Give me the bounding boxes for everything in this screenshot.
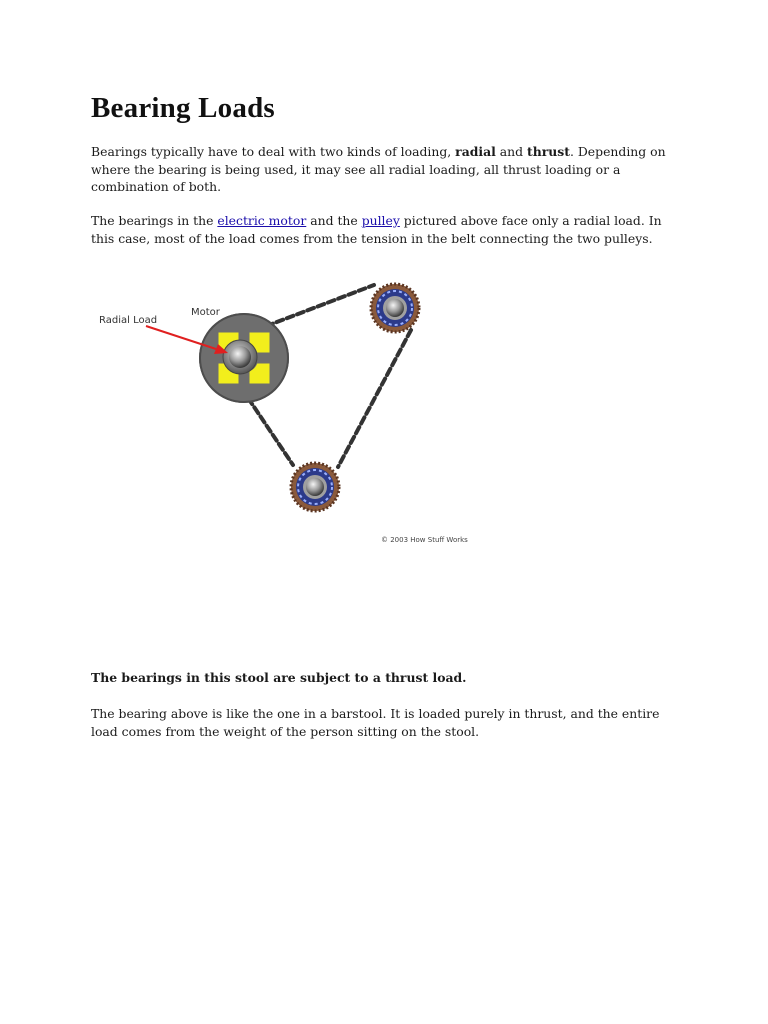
pulley-top: [371, 284, 419, 332]
intro-text-1: Bearings typically have to deal with two kinds of loading,: [91, 144, 456, 159]
radial-load-diagram: [88, 275, 478, 550]
radial-term: radial: [455, 144, 496, 159]
intro-text-3: . Depending on where the bearing is being used, it may see all radial loading, all thrust loading or a combination of both.: [91, 144, 666, 194]
radial-load-figure: [88, 275, 478, 550]
pulley-bottom: [291, 463, 339, 511]
motor: [199, 313, 289, 403]
intro-paragraph: [91, 143, 681, 196]
figure-credit: © 2003 How Stuff Works: [381, 536, 468, 544]
pulley-link[interactable]: pulley: [361, 213, 400, 228]
intro-text-2: and: [495, 144, 528, 159]
electric-motor-link[interactable]: electric motor: [217, 213, 307, 228]
radial-text-1: The bearings in the: [91, 213, 218, 228]
thrust-term: thrust: [527, 144, 570, 159]
radial-text-2: and the: [306, 213, 362, 228]
motor-label: Motor: [191, 307, 220, 318]
radial-text-3: pictured above face only a radial load. In this case, most of the load comes from the tension in the belt connecting the two pulleys.: [91, 213, 662, 246]
thrust-caption: The bearings in this stool are subject to a thrust load.: [91, 670, 467, 685]
page-title: Bearing Loads: [91, 92, 275, 124]
radial-paragraph: [91, 212, 681, 247]
thrust-paragraph: The bearing above is like the one in a barstool. It is loaded purely in thrust, and the entire load comes from the weight of the person sitting on the stool.: [91, 706, 660, 739]
radial-load-label: Radial Load: [99, 315, 158, 326]
